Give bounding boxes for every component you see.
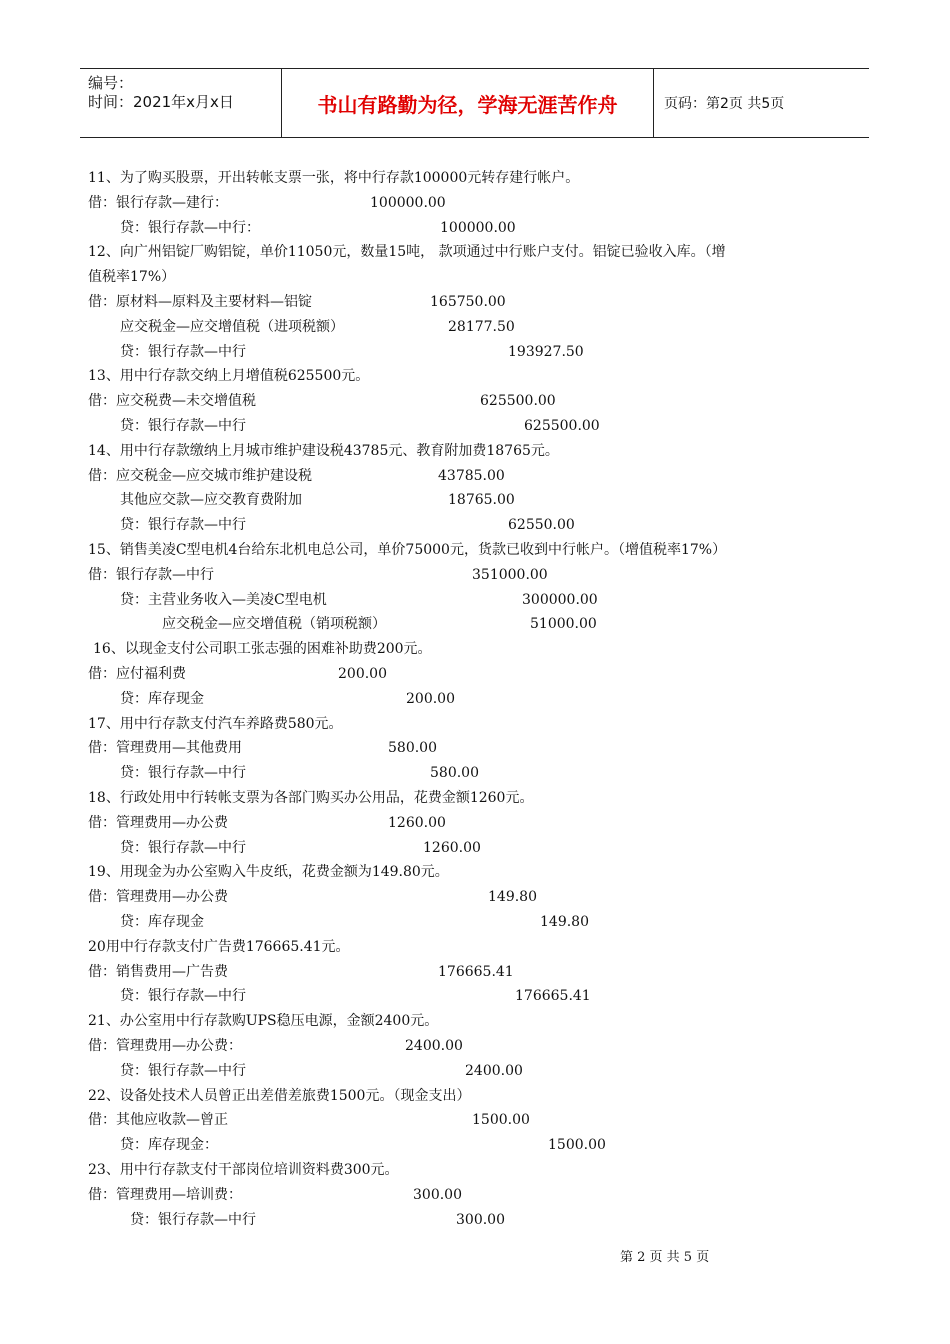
entry-amount: 193927.50 [508,344,584,360]
entry-line: 值税率17%） [88,269,176,285]
entry-line: 贷：银行存款—中行 [120,1063,246,1079]
date-label: 时间：2021年x月x日 [88,93,234,111]
entry-line: 借：银行存款—建行： [88,195,228,211]
entry-amount: 200.00 [406,691,455,707]
entry-line: 贷：库存现金 [120,691,204,707]
entry-amount: 300.00 [456,1212,505,1228]
entry-line: 19、用现金为办公室购入牛皮纸，花费金额为149.80元。 [88,864,449,880]
entry-line: 贷：银行存款—中行 [120,765,246,781]
entry-amount: 43785.00 [438,468,505,484]
entry-amount: 1500.00 [548,1137,606,1153]
entry-line: 贷：银行存款—中行 [120,344,246,360]
entry-line: 18、行政处用中行转帐支票为各部门购买办公用品，花费金额1260元。 [88,790,534,806]
header-page-info: 页码：第2页 共5页 [664,96,785,112]
entry-line: 借：应交税金—应交城市维护建设税 [88,468,312,484]
entry-amount: 200.00 [338,666,387,682]
page-header [80,68,869,138]
entry-line: 15、销售美凌C型电机4台给东北机电总公司，单价75000元，货款已收到中行帐户。（增值税率17%） [88,542,727,558]
entry-line: 11、为了购买股票，开出转帐支票一张，将中行存款100000元转存建行帐户。 [88,170,580,186]
entry-amount: 2400.00 [465,1063,523,1079]
entry-amount: 100000.00 [370,195,446,211]
entry-line: 贷：银行存款—中行 [120,517,246,533]
entry-amount: 580.00 [430,765,479,781]
entry-line: 其他应交款—应交教育费附加 [120,492,302,508]
entry-line: 贷：银行存款—中行 [120,840,246,856]
entry-amount: 176665.41 [438,964,514,980]
entry-amount: 18765.00 [448,492,515,508]
entry-line: 借：银行存款—中行 [88,567,214,583]
entry-line: 应交税金—应交增值税（销项税额） [162,616,386,632]
entry-line: 14、用中行存款缴纳上月城市维护建设税43785元、教育附加费18765元。 [88,443,559,459]
entry-line: 17、用中行存款支付汽车养路费580元。 [88,716,343,732]
entry-amount: 149.80 [540,914,589,930]
entry-line: 借：原材料—原料及主要材料—铝锭 [88,294,312,310]
entry-line: 借：管理费用—办公费 [88,889,228,905]
entry-amount: 28177.50 [448,319,515,335]
entry-line: 20用中行存款支付广告费176665.41元。 [88,939,350,955]
entry-amount: 580.00 [388,740,437,756]
entry-line: 借：管理费用—培训费： [88,1187,242,1203]
entry-line: 贷：银行存款—中行 [120,418,246,434]
entry-line: 贷：银行存款—中行 [120,988,246,1004]
entry-amount: 300000.00 [522,592,598,608]
entry-amount: 300.00 [413,1187,462,1203]
entry-amount: 165750.00 [430,294,506,310]
entry-amount: 62550.00 [508,517,575,533]
page-footer: 第 2 页 共 5 页 [620,1250,710,1265]
entry-amount: 2400.00 [405,1038,463,1054]
entry-line: 应交税金—应交增值税（进项税额） [120,319,344,335]
entry-line: 16、以现金支付公司职工张志强的困难补助费200元。 [93,641,432,657]
entry-line: 借：其他应收款—曾正 [88,1112,228,1128]
entry-amount: 625500.00 [480,393,556,409]
entry-amount: 1260.00 [423,840,481,856]
entry-amount: 625500.00 [524,418,600,434]
entry-line: 借：销售费用—广告费 [88,964,228,980]
entry-line: 借：管理费用—办公费： [88,1038,242,1054]
entry-line: 12、向广州铝锭厂购铝锭，单价11050元，数量15吨， 款项通过中行账户支付。铝锭已验收入库。（增 [88,244,726,260]
entry-line: 借：管理费用—办公费 [88,815,228,831]
header-meta [80,69,282,137]
entry-line: 22、设备处技术人员曾正出差借差旅费1500元。（现金支出） [88,1088,471,1104]
entry-line: 21、办公室用中行存款购UPS稳压电源，金额2400元。 [88,1013,439,1029]
entry-line: 贷：库存现金 [120,914,204,930]
entry-amount: 149.80 [488,889,537,905]
entry-amount: 51000.00 [530,616,597,632]
entry-amount: 1500.00 [472,1112,530,1128]
entry-amount: 100000.00 [440,220,516,236]
entry-amount: 176665.41 [515,988,591,1004]
entry-amount: 1260.00 [388,815,446,831]
entry-amount: 351000.00 [472,567,548,583]
document-number-label: 编号： [88,74,134,92]
entry-line: 贷：银行存款—中行 [130,1212,256,1228]
entry-line: 13、用中行存款交纳上月增值税625500元。 [88,368,370,384]
entry-line: 借：应交税费—未交增值税 [88,393,256,409]
entry-line: 贷：库存现金： [120,1137,218,1153]
entry-line: 贷：银行存款—中行： [120,220,260,236]
entry-line: 借：应付福利费 [88,666,186,682]
entry-line: 借：管理费用—其他费用 [88,740,242,756]
entry-line: 23、用中行存款支付干部岗位培训资料费300元。 [88,1162,399,1178]
entry-line: 贷：主营业务收入—美凌C型电机 [120,592,327,608]
header-motto: 书山有路勤为径，学海无涯苦作舟 [282,69,654,137]
